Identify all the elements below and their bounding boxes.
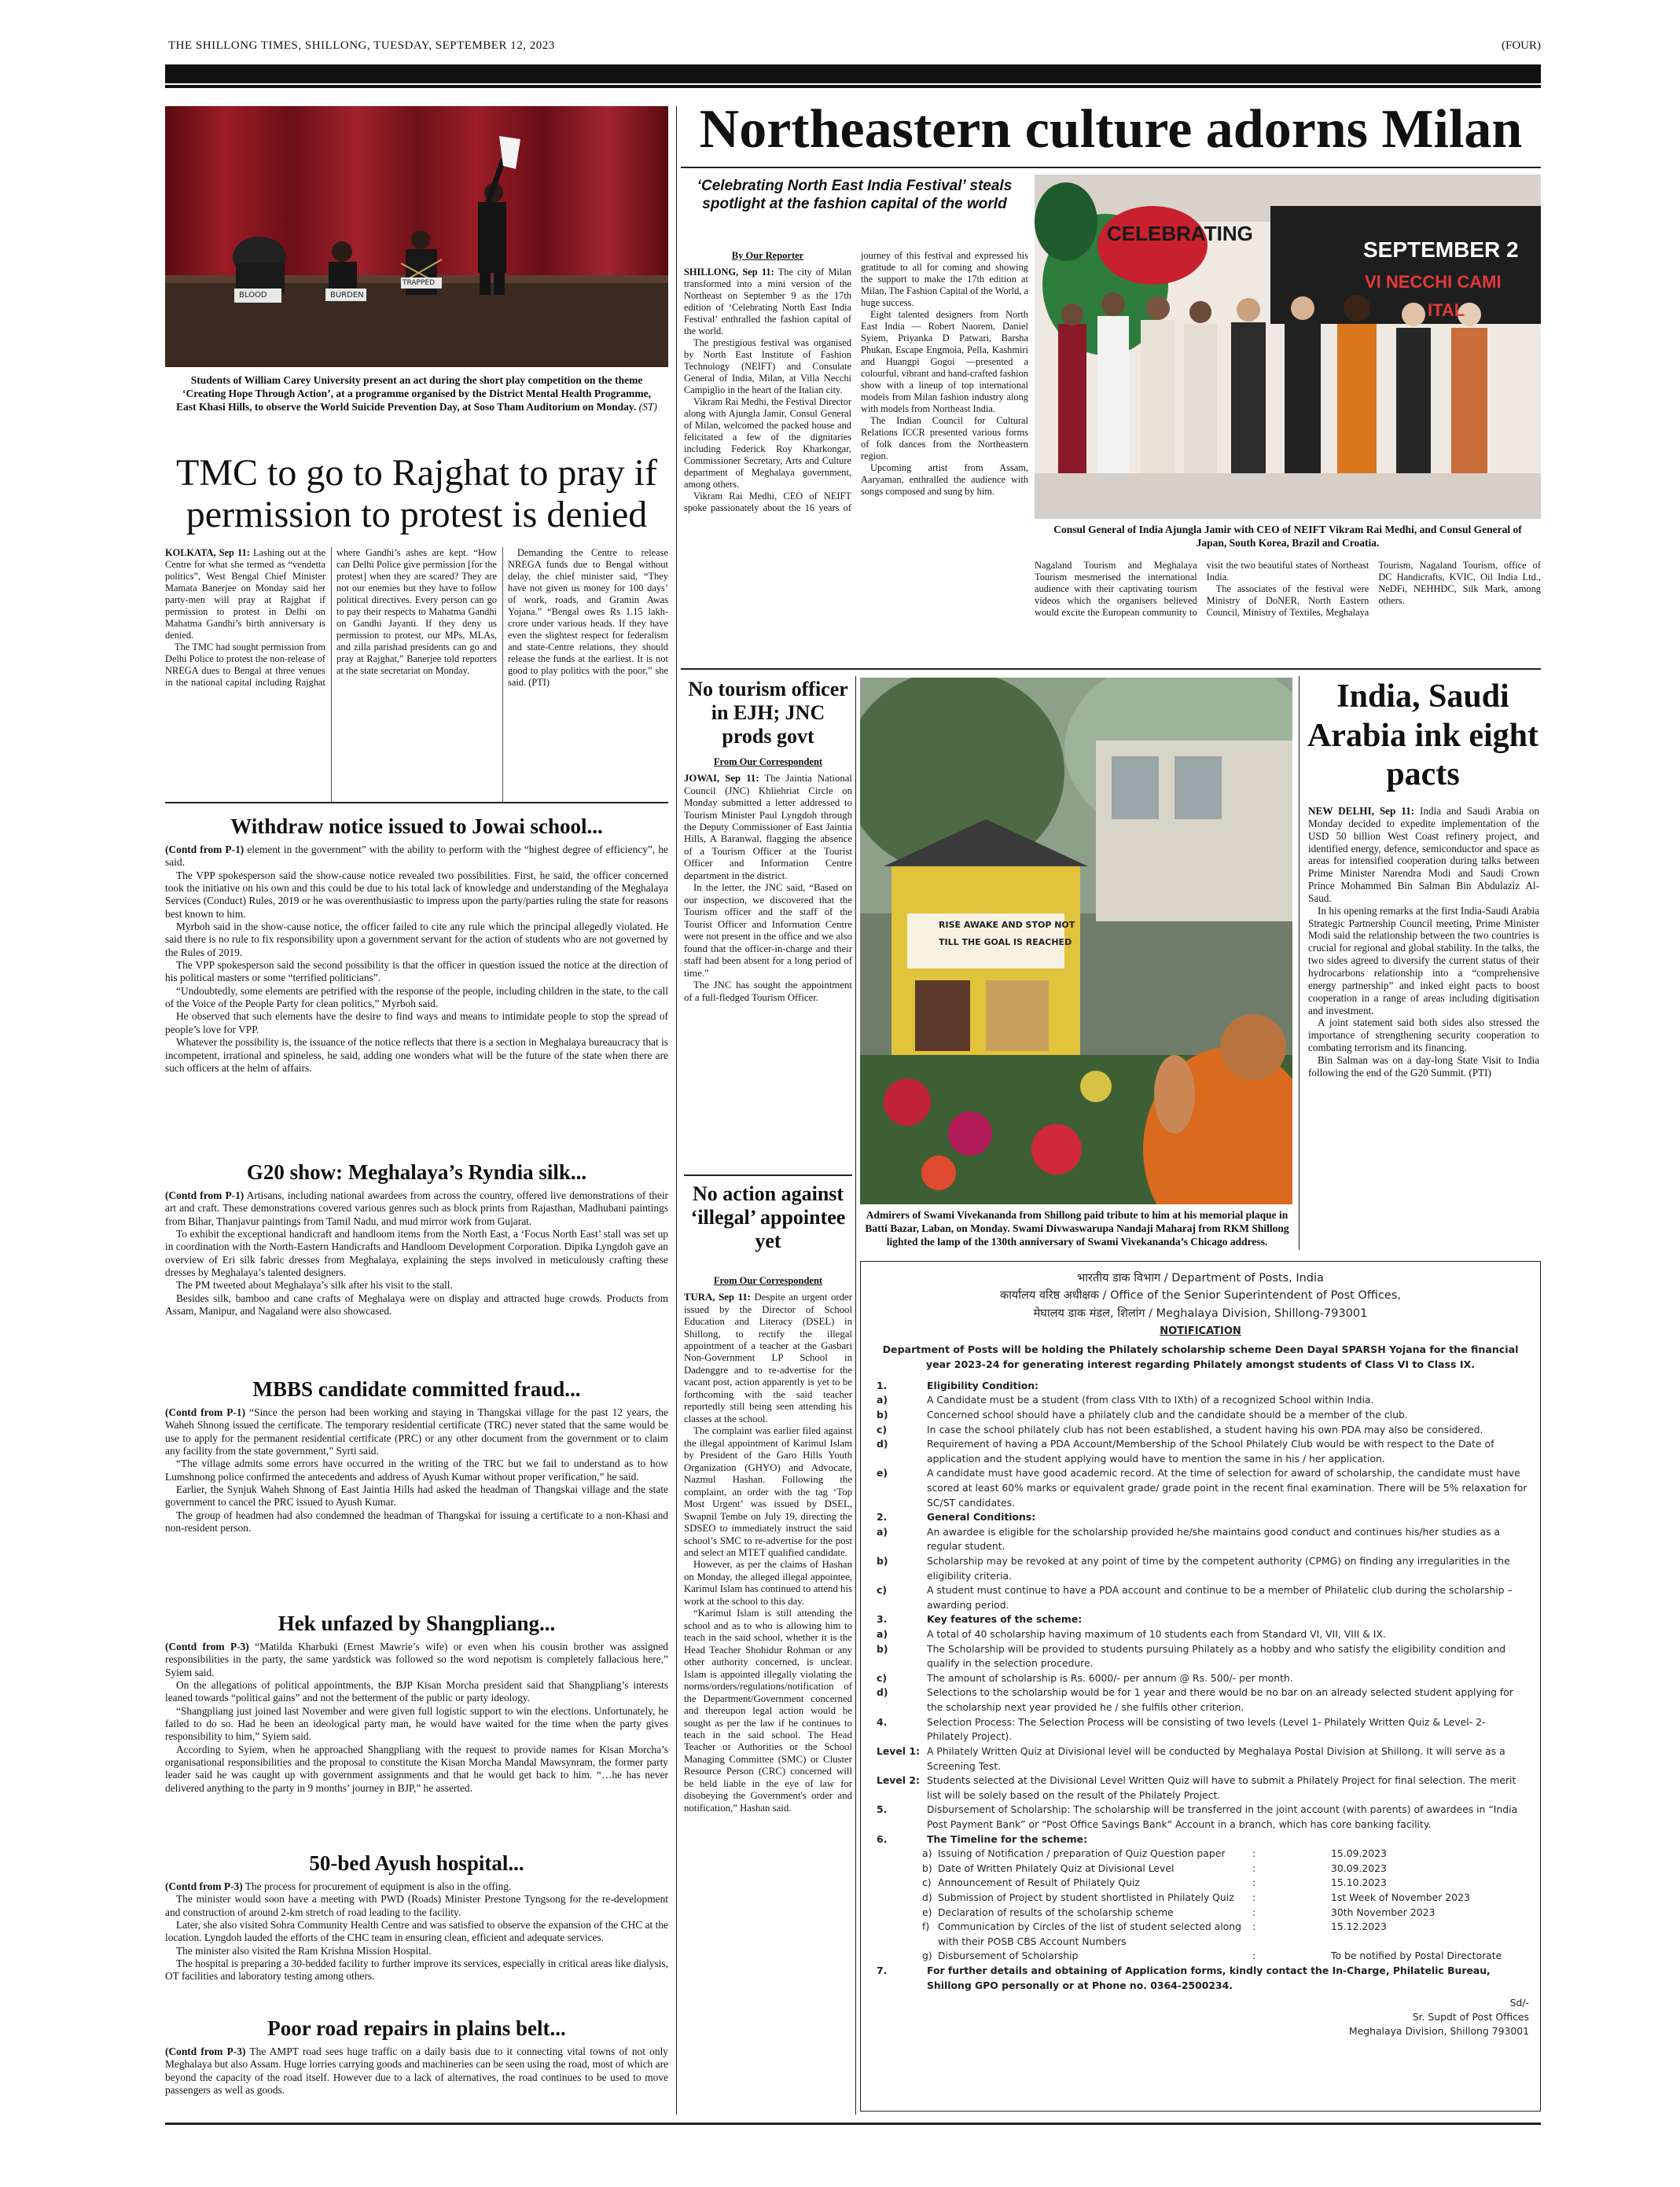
vivekananda-caption: Admirers of Swami Vivekananda from Shillong paid tribute to him at his memorial plaque in Batti Bazar, Laban, on Monday. Swami Divwaswarupa Nandaji Maharaj from RKM Shillong lighted the lamp of the 130th anniversary of Swami Vivekananda’s Chicago address. — [865, 1209, 1289, 1248]
notice-item: b) Concerned school should have a philately club and the candidate should be a member of the club. — [877, 1408, 1408, 1421]
ayush-contd-title: 50-bed Ayush hospital... — [309, 1851, 524, 1875]
milan-article-right: Nagaland Tourism and Meghalaya Tourism mesmerised the international audience with their captivating tourism videos which the organisers believed would excite the European community to visit the two beautiful states of Northeast India. The associates of the festival were Ministry of DoNER, North Eastern Council, Ministry of Textiles, Meghalaya Tourism, Nagaland Tourism, office of DC Handicrafts, KVIC, Oil India Ltd., NeDFi, NEHHDC, Silk Mark, among others. — [1035, 560, 1541, 618]
postal-notification — [860, 1261, 1541, 2112]
milan-headline: Northeastern culture adorns Milan — [699, 99, 1523, 160]
rule-left-column — [676, 106, 677, 2115]
timeline-row: g) Disbursement of Scholarship : To be notified by Postal Directorate — [922, 1950, 1502, 1962]
notice-section-2: 2. General Conditions: — [877, 1511, 1036, 1524]
notice-section-1: 1. Eligibility Condition: — [877, 1379, 1039, 1391]
milan-photo-caption: Consul General of India Ajungla Jamir with CEO of NEIFT Vikram Rai Medhi, and Consul General of Japan, South Korea, Brazil and Croatia. — [1053, 524, 1522, 549]
timeline-row: d) Submission of Project by student shortlisted in Philately Quiz : 1st Week of November 2023 — [922, 1891, 1470, 1904]
saudi-article: NEW DELHI, Sep 11: India and Saudi Arabia on Monday decided to expedite implementation of the USD 50 billion West Coast refinery project, and identified energy, defence, semiconductor and space as areas for intensified cooperation during talks between Prime Minister Narendra Modi and Saudi Crown Prince Mohammed Bin Salman Bin Abdulaziz Al-Saud. In his opening remarks at the first India-Saudi Arabia Strategic Partnership Council meeting, Prime Minister Modi said the relationship between the two countries is crucial for regional and global stability. In the talks, the two sides agreed to diversify the current status of their hydrocarbons relationship into a “comprehensive energy partnership” and inked eight pacts to boost cooperation in a range of areas including digitisation and investment. A joint statement said both sides also stressed the importance of strengthening security cooperation to combating terrorism and its financing. Bin Salman was on a day-long State Visit to India following the end of the G20 Summit. (PTI) — [1308, 805, 1540, 1079]
g20-contd-title: G20 show: Meghalaya’s Ryndia silk... — [246, 1160, 587, 1184]
mbbs-contd: MBBS candidate committed fraud... (Contd from P-1) “Since the person had been working and staying in Thangskai village for the past 12 years, the Waheh Shnong issued the certificate. The temporary residential certificate (TRC) never stated that the same would be use to apply for the permanent residential certificate (PRC) or any other document from the government or to claim any facility from the state government,” Syrti said. “The village admits some errors have occurred in the writing of the TRC but we fail to understand as to how Lumshnong police confirmed the antecedents and address of Ayush Kumar without proper verification,” he said. Earlier, the Synjuk Waheh Shnong of East Jaintia Hills had asked the headman of Thangskai village and the state government to cancel the PRC issued to Ayush Kumar. The group of headmen had also condemned the headman of Thangskai for issuing a certificate to a non-Khasi and non-resident person. — [165, 1377, 668, 1535]
notice-section-7: 7. For further details and obtaining of Application forms, kindly contact the In-Charge, Philatelic Bureau, Shillong GPO personally or at Phone no. 0364-2500234. — [877, 1965, 1491, 1991]
road-contd: Poor road repairs in plains belt... (Contd from P-3) The AMPT road sees huge traffic on a daily basis due to it connecting vital towns of not only Meghalaya but also Assam. Huge lorries carrying goods and machineries can be seen using the road, most of which are beyond the capacity of the road itself. However due to a lack of alternatives, the road continues to be used to move passengers as well as goods. — [165, 2016, 668, 2097]
notice-dept: भारतीय डाक विभाग / Department of Posts, India — [1077, 1272, 1324, 1285]
rule-milan-bottom — [681, 668, 1541, 670]
page-bottom-rule — [165, 2123, 1541, 2125]
notice-office: कार्यालय वरिष्ठ अधीक्षक / Office of the Senior Superintendent of Post Offices, — [999, 1289, 1402, 1303]
notice-section-5: 5. Disbursement of Scholarship: The scholarship will be transferred in the joint account (with parents) of awardees in “India Post Payment Bank” or “Post Office Savings Bank” Account in a branch, which has core banking facility. — [877, 1803, 1518, 1830]
timeline-row: a) Issuing of Notification / preparation of Quiz Question paper : 15.09.2023 — [922, 1847, 1387, 1860]
notice-item: c) The amount of scholarship is Rs. 6000/- per annum @ Rs. 500/- per month. — [877, 1671, 1293, 1684]
page-number: (FOUR) — [1501, 39, 1541, 52]
rule-tura-column — [855, 676, 856, 2115]
notice-item: d) Requirement of having a PDA Account/Membership of the School Philately Club would be with respect to the Date of application and the student applying would have to mention the same in his / her application. — [877, 1438, 1494, 1465]
stage-play-photo — [165, 106, 668, 367]
notice-division: मेघालय डाक मंडल, शिलांग / Meghalaya Division, Shillong-793001 — [1033, 1307, 1368, 1320]
notice-section-4: 4. Selection Process: The Selection Process will be consisting of two levels (Level 1- Philately Written Quiz & Level- 2- Philately Project). — [877, 1715, 1486, 1743]
masthead-underline — [165, 85, 1541, 88]
rule-saudi-column — [1299, 676, 1300, 1250]
stage-photo-caption: Students of William Carey University present an act during the short play competition on the theme ‘Creating Hope Through Action’, at a programme organised by the District Mental Health Programme, East Khasi Hills, to observe the World Suicide Prevention Day, at Soso Tham Auditorium on Monday. (ST) — [176, 374, 657, 413]
notice-item: a) An awardee is eligible for the scholarship provided he/she maintains good conduct and continues his/her studies as a regular student. — [877, 1525, 1501, 1553]
notice-item: c) A student must continue to have a PDA account and continue to be a member of Philatelic club during the scholarship – awarding period. — [877, 1584, 1513, 1611]
ejh-headline: No tourism officer in EJH; JNC prods govt — [688, 678, 848, 748]
masthead-bar — [165, 64, 1541, 83]
jowai-contd: Withdraw notice issued to Jowai school... (Contd from P-1) element in the government” with the ability to perform with the “highest degree of efficiency”, he said. The VPP spokesperson said the show-cause notice revealed two possibilities. First, he said, the officer concerned took the initiative on his own and this could be due to his total lack of knowledge and understanding of the Meghalaya Services (Conduct) Rules, 2019 or he was overenthusiastic to impress upon the party/parties ruling the state for reasons best known to him. Myrboh said in the show-cause notice, the officer failed to cite any rule which the principal allegedly violated. He said there is no rule to fix responsibility upon a government servant for the action of students who are not governed by the Rules of 2019. The VPP spokesperson said the second possibility is that the officer in question issued the notice at the direction of his political masters or some “terrified politicians”. “Undoubtedly, some elements are petrified with the response of the people, including children in the state, to the call of the Voice of the People Party for clean politics,” Myrboh said. He observed that such elements have the desire to find ways and means to intimidate people to stop the spread of people’s love for VPP. Whatever the possibility is, the issuance of the notice reflects that there is a section in Meghalaya bureaucracy that is incompetent, irrational and spineless, he said, adding one wonders what will be the future of the state when there are such officers at the helm of affairs. — [165, 814, 668, 1074]
notice-signature: Sd/- Sr. Supdt of Post Offices Meghalaya Division, Shillong 793001 — [1348, 1997, 1529, 2038]
notice-item: a) A total of 40 scholarship having maximum of 10 students each from Standard VI, VII, VIII & IX. — [877, 1628, 1386, 1641]
rule-tmc-bottom — [165, 802, 668, 803]
notice-timeline — [872, 1847, 1529, 1964]
notice-item: b) Scholarship may be revoked at any point of time by the competent authority (CPMG) on finding any irregularities in the eligibility criteria. — [877, 1555, 1510, 1582]
plaque-text-line2: TILL THE GOAL IS REACHED — [939, 937, 1072, 947]
saudi-headline: India, Saudi Arabia ink eight pacts — [1307, 678, 1539, 793]
ayush-contd: 50-bed Ayush hospital... (Contd from P-3) The process for procurement of equipment is also in the offing. The minister would soon have a meeting with PWD (Roads) Minister Prestone Tyngsong for the re-development and construction of around 2-km stretch of road leading to the facility. Later, she also visited Sohra Community Health Centre and was satisfied to observe the expansion of the CHC at the location. Lyngdoh lauded the efforts of the CHC team in ensuring clean, efficient and adequate services. The minister also visited the Ram Krishna Mission Hospital. The hospital is preparing a 30-bedded facility to further improve its services, especially in critical areas like dialysis, OT facilities and laboratory testing among others. — [165, 1851, 668, 1983]
milan-banner-celebrating: CELEBRATING — [1107, 222, 1253, 245]
hek-contd: Hek unfazed by Shangpliang... (Contd from P-3) “Matilda Kharbuki (Ernest Mawrie’s wife) or even when his cousin brother was assigned responsibilities in the party, the same yardstick was followed so the word nepotism is completely fallacious here,” Syiem said. On the allegations of political appointments, the BJP Kisan Morcha president said that Shangpliang’s interests leaned towards “political gains” and not the betterment of the public or party ideology. “Shangpliang just joined last November and were given full logistic support to win the elections. Unfortunately, he failed to do so. Had he been an ideological party man, he would have waited for the time when the party gives responsibility to him,” Syiem said. According to Syiem, when he approached Shangpliang with the request to provide names for Kisan Morcha’s organisational responsibilities and the proposal to constitute the Kisan Morcha Mandal Mawsynram, the former party leader said he was caught up with government assignments and that he would get back to him. “…he has never delivered anything to the party in 9 months’ journey in BJP,” he asserted. — [165, 1612, 668, 1794]
stage-sign-trapped: TRAPPED — [403, 279, 436, 287]
milan-subhead: ‘Celebrating North East India Festival’ steals spotlight at the fashion capital of the world — [697, 178, 1013, 212]
notice-section-3: 3. Key features of the scheme: — [877, 1613, 1083, 1626]
rule-ejh-bottom — [684, 1174, 852, 1176]
notice-section-6: 6. The Timeline for the scheme: — [877, 1832, 1088, 1845]
stage-sign-blood: BLOOD — [239, 291, 267, 300]
g20-contd: G20 show: Meghalaya’s Ryndia silk... (Contd from P-1) Artisans, including national awardees from across the country, offered live demonstrations of their art and craft. These demonstrations covered various genres such as block prints from Rajasthan, Madhubani paintings from Bihar, Thanjavur paintings from Tamil Nadu, and mud mirror work from Gujarat. To exhibit the exceptional handicraft and handloom items from the North East, a ‘Focus North East’ stall was set up in coordination with the North-Eastern Handicrafts and Handloom Development Corporation. Dipika Lyngdoh gave an overview of Eri silk fabric dresses from Meghalaya, explaining the steps involved in meticulously crafting these dresses by Meghalaya’s talented designers. The PM tweeted about Meghalaya’s silk after his visit to the stall. Besides silk, bamboo and cane crafts of Meghalaya were on display and attracted huge crowds. Products from Assam, Manipur, and Nagaland were also showcased. — [165, 1160, 668, 1318]
milan-article-left: By Our Reporter SHILLONG, Sep 11: The city of Milan transformed into a mini version of the Northeast on September 9 as the 17th edition of ‘Celebrating North East India Festival’ enthralled the fashion capital of the world. The prestigious festival was organised by North East Institute of Fashion Technology (NEIFT) and Consulate General of India, Milan, at Villa Necchi Campiglio in the heart of the Italian city. Vikram Rai Medhi, the Festival Director along with Ajungla Jamir, Consul General of Milan, welcomed the packed house and felicitated a few of the dignitaries including Federick Roy Kharkongar, Commissioner Secretary, Arts and Culture department of Meghalaya government, among others. Vikram Rai Medhi, CEO of NEIFT spoke passionately about the 16 years of journey of this festival and expressed his gratitude to all for coming and showing the support to make the 17th edition at Milan, The Fashion Capital of the World, a huge success. Eight talented designers from North East India — Robert Naorem, Daniel Syiem, Priyanka D Patwari, Barsha Phukan, Escape Engmoia, Pella, Kashmiri and Huangpi Gogoi —presented a colourful, vibrant and hand-crafted fashion show with a lineup of top international models from Milan fashion industry along with models from Northeast India. The Indian Council for Cultural Relations ICCR presented various forms of folk dances from the Northeastern region. Upcoming artist from Assam, Aaryaman, enthralled the audience with songs composed and sung by him. — [684, 250, 1028, 514]
ejh-article: From Our Correspondent JOWAI, Sep 11: The Jaintia National Council (JNC) Khliehriat Circle on Monday submitted a letter addressed to Tourism Minister Paul Lyngdoh through the Deputy Commissioner of East Jaintia Hills, A Baranwal, flagging the absence of a Tourism Officer at the Tourist Officer and Information Centre department in the district. In the letter, the JNC said, “Based on our inspection, we discovered that the Tourism officer and the staff of the Tourist Officer and Information Centre were not present in the office and we also found that the officer-in-charge and their staff had been absent for a long period of time.” The JNC has sought the appointment of a full-fledged Tourism Officer. — [684, 756, 852, 1003]
notice-level-1: Level 1: A Philately Written Quiz at Divisional level will be conducted by Meghalaya Postal Division at Shillong. It will serve as a Screening Test. — [877, 1744, 1505, 1772]
stage-sign-burden: BURDEN — [330, 291, 364, 300]
mbbs-contd-title: MBBS candidate committed fraud... — [252, 1377, 581, 1401]
milan-banner-venue: VI NECCHI CAMI — [1365, 272, 1502, 292]
timeline-row: c) Announcement of Result of Philately Quiz : 15.10.2023 — [922, 1876, 1387, 1889]
timeline-row: b) Date of Written Philately Quiz at Divisional Level : 30.09.2023 — [922, 1862, 1387, 1874]
notice-level-2: Level 2: Students selected at the Divisional Level Written Quiz will have to submit a Philately Project for final selection. The merit list will be solely based on the result of the Philately Project. — [877, 1774, 1516, 1801]
notice-intro: Department of Posts will be holding the Philately scholarship scheme Deen Dayal SPARSH Yojana for the financial year 2023-24 for generating interest regarding Philately amongst students of Class VI to Class IX. — [882, 1343, 1519, 1370]
tmc-headline: TMC to go to Rajghat to pray if permission to protest is denied — [176, 452, 657, 535]
tura-headline: No action against ‘illegal’ appointee yet — [690, 1182, 846, 1252]
notice-item: b) The Scholarship will be provided to students pursuing Philately as a hobby and who satisfy the eligibility condition and qualify in the selection procedure. — [877, 1642, 1506, 1670]
notice-item: c) In case the school philately club has not been established, a student having his own PDA may also be considered. — [877, 1423, 1483, 1435]
timeline-row: f) Communication by Circles of the list of student selected along with their POSB CBS Account Numbers : 15.12.2023 — [922, 1921, 1387, 1947]
hek-contd-title: Hek unfazed by Shangpliang... — [278, 1612, 556, 1635]
tura-article: From Our Correspondent TURA, Sep 11: Despite an urgent order issued by the Director of School Education and Literacy (DSEL) in Shillong, to rectify the illegal appointment of a teacher at the Gasbari Non-Government LP School in Dadenggre and to re-advertise for the vacant post, action apparently is yet to be forthcoming with the said teacher reportedly still being seen attending his classes at the school. The complaint was earlier filed against the illegal appointment of Karimul Islam by President of the Garo Hills Youth Organization (GHYO) and Advocate, Nazmul Hashan. Following the complaint, an order with the tag ‘Top Most Urgent’ was issued by DSEL, Swapnil Tembe on July 19, directing the SDSEO to immediately instruct the said school’s SMC to re-advertise for the post and select an MTET qualified candidate. However, as per the claims of Hashan on Monday, the alleged illegal appointee, Karimul Islam has continued to attend his work at the school to this day. “Karimul Islam is still attending the school and as to who is allowing him to teach in the said school, whether it is the Head Teacher Shohidur Rohman or any other authority concerned, is unclear. Islam is appointed illegally violating the norms/orders/regulations/notification of the Department/Government concerned and thereupon legal action would be sought as per the law if he continues to teach in the said school. The Head Teacher or Authorities or the School Managing Committee (SMC) or Cluster Resource Person (CRC) concerned will be held liable in the eye of law for disobeying the Government's order and notification,” Hashan said. — [684, 1275, 852, 1814]
milan-festival-photo — [1035, 175, 1541, 519]
road-contd-title: Poor road repairs in plains belt... — [267, 2016, 566, 2040]
notice-item: d) Selections to the scholarship would be for 1 year and there would be no bar on an already selected student applying for the scholarship next year provided he / she fulfils other criterion. — [877, 1686, 1513, 1714]
rule-milan-headline — [681, 167, 1541, 168]
timeline-row: e) Declaration of results of the scholarship scheme : 30th November 2023 — [922, 1906, 1436, 1918]
milan-banner-italy: ITAL — [1428, 300, 1465, 320]
notice-item: e) A candidate must have good academic record. At the time of selection for award of scholarship, the candidate must have scored at least 60% marks or equivalent grade/ grade point in the recent final examination. There will be 5% relaxation for SC/ST candidates. — [877, 1467, 1527, 1509]
jowai-contd-title: Withdraw notice issued to Jowai school... — [230, 814, 603, 838]
notice-item: a) A Candidate must be a student (from class VIth to IXth) of a recognized School within India. — [877, 1394, 1374, 1406]
masthead-date: THE SHILLONG TIMES, SHILLONG, TUESDAY, SEPTEMBER 12, 2023 — [168, 39, 555, 52]
plaque-text-line1: RISE AWAKE AND STOP NOT — [939, 920, 1075, 930]
notice-title: NOTIFICATION — [1160, 1325, 1241, 1338]
tmc-article: KOLKATA, Sep 11: Lashing out at the Centre for what she termed as “vendetta politics”, West Bengal Chief Minister Mamata Banerjee on Monday said her party-men will pray at Rajghat if permission to protest in Delhi on Mahatma Gandhi’s birth anniversary is denied. The TMC had sought permission from Delhi Police to protest the non-release of NREGA dues to Bengal at three venues in the national capital including Rajghat where Gandhi’s ashes are kept. “How can Delhi Police give permission [for the protest] when they are scared? They are not our enemies but they have to follow political directives. Every person can go to pay their respects to Mahatma Gandhi on Gandhi Jayanti. If they deny us permission to protest, our MPs, MLAs, and zilla parishad presidents can go and pray at Rajghat,” Banerjee told reporters at the state secretariat on Monday. Demanding the Centre to release NREGA funds due to Bengal without delay, the chief minister said, “They have not given us money for 100 days’ of work, roads, and Gramin Awas Yojana.” “Bengal owes Rs 1.15 lakh-crore under various heads. If they have even the slightest respect for federalism and state-Centre relations, they should release the funds at the earliest. It is not good to play politics with the poor,” she said. (PTI) — [165, 547, 668, 688]
vivekananda-photo — [860, 678, 1292, 1204]
milan-banner-date: SEPTEMBER 2 — [1363, 237, 1519, 262]
